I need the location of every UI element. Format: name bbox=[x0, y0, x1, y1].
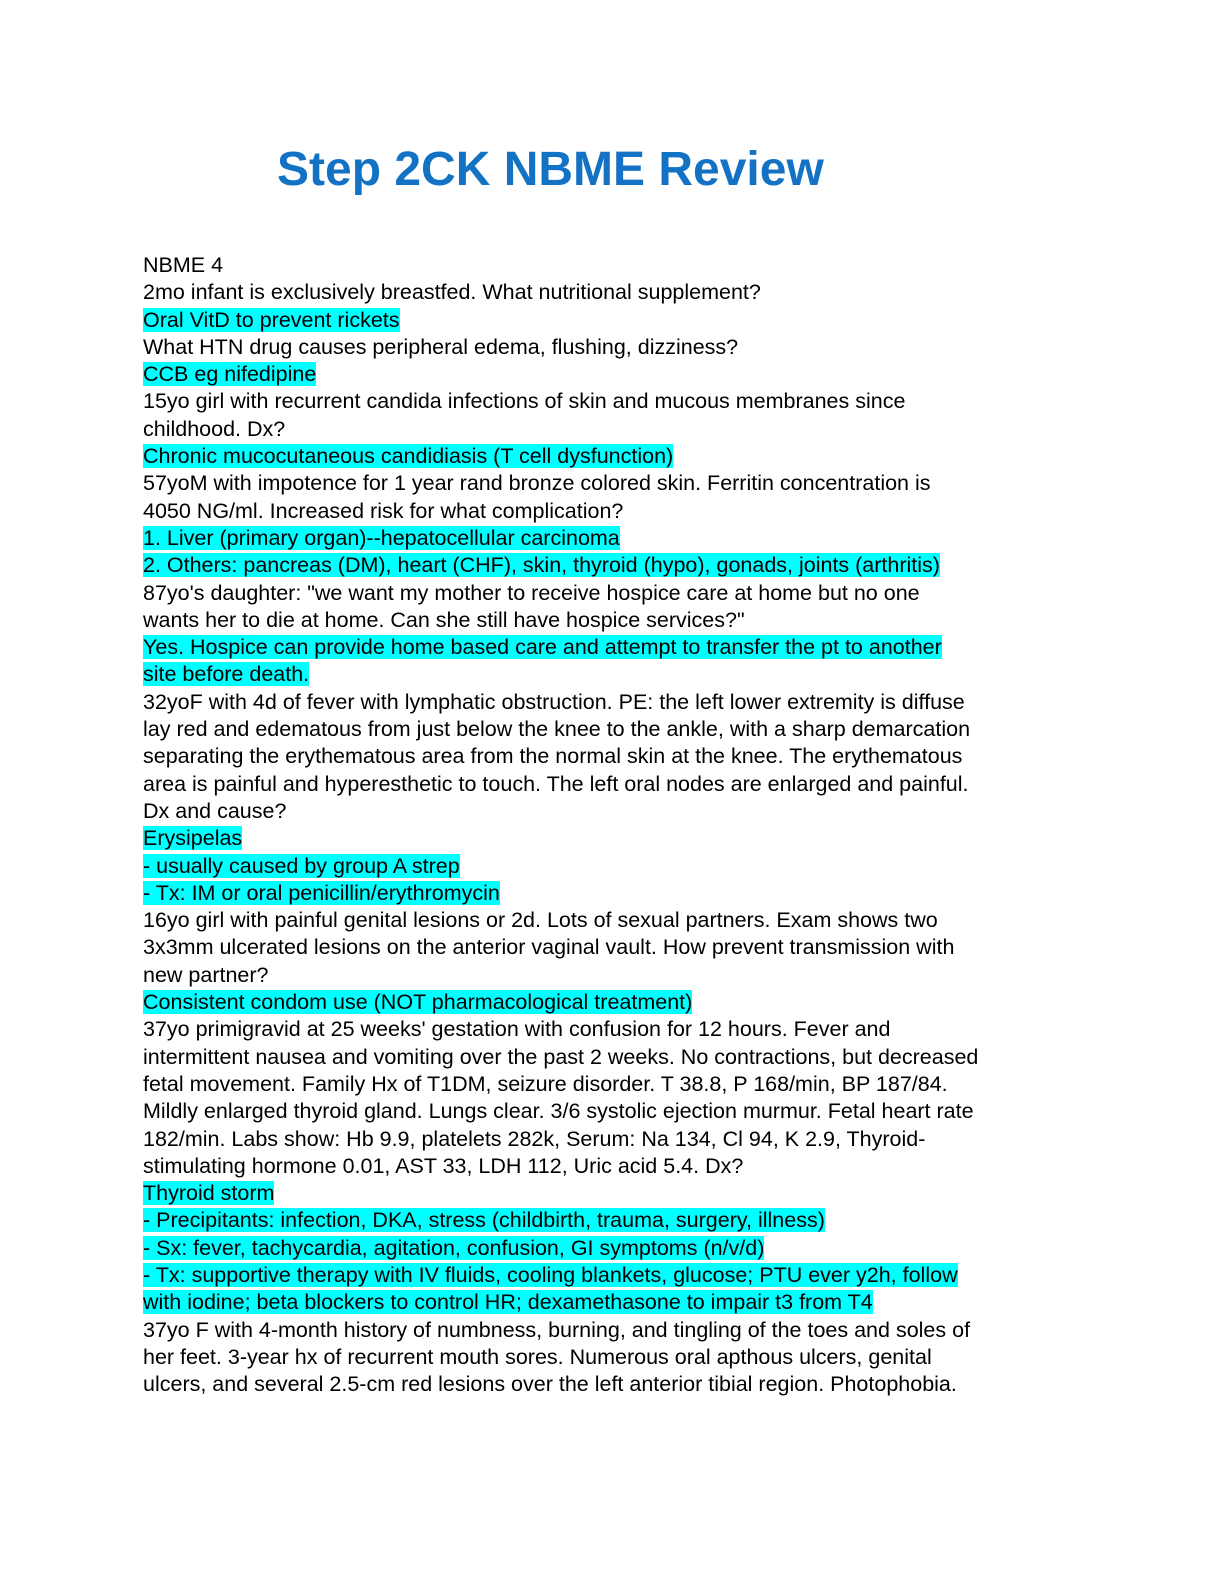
question-line bbox=[143, 498, 1073, 525]
document-body bbox=[143, 252, 1073, 1398]
highlighted-text: site before death. bbox=[143, 662, 310, 687]
question-line bbox=[143, 689, 1073, 716]
plain-text: intermittent nausea and vomiting over the past 2 weeks. No contractions, but decreased bbox=[143, 1044, 979, 1069]
plain-text: 3x3mm ulcerated lesions on the anterior vaginal vault. How prevent transmission with bbox=[143, 935, 955, 960]
plain-text: Dx and cause? bbox=[143, 798, 287, 823]
answer-line bbox=[143, 634, 1073, 661]
answer-line bbox=[143, 307, 1073, 334]
question-line bbox=[143, 1371, 1073, 1398]
question-line bbox=[143, 1153, 1073, 1180]
question-line bbox=[143, 771, 1073, 798]
highlighted-text: - Sx: fever, tachycardia, agitation, confusion, GI symptoms (n/v/d) bbox=[143, 1235, 765, 1260]
answer-line bbox=[143, 1207, 1073, 1234]
highlighted-text: Chronic mucocutaneous candidiasis (T cell dysfunction) bbox=[143, 444, 674, 469]
plain-text: Mildly enlarged thyroid gland. Lungs clear. 3/6 systolic ejection murmur. Fetal heart rate bbox=[143, 1099, 974, 1124]
highlighted-text: with iodine; beta blockers to control HR; dexamethasone to impair t3 from T4 bbox=[143, 1290, 873, 1315]
question-line bbox=[143, 470, 1073, 497]
answer-line bbox=[143, 1289, 1073, 1316]
question-line bbox=[143, 716, 1073, 743]
question-line bbox=[143, 580, 1073, 607]
question-line bbox=[143, 1126, 1073, 1153]
question-line bbox=[143, 962, 1073, 989]
plain-text: 32yoF with 4d of fever with lymphatic obstruction. PE: the left lower extremity is diffuse bbox=[143, 689, 965, 714]
plain-text: 57yoM with impotence for 1 year rand bronze colored skin. Ferritin concentration is bbox=[143, 471, 931, 496]
answer-line bbox=[143, 825, 1073, 852]
question-line bbox=[143, 907, 1073, 934]
question-line bbox=[143, 1098, 1073, 1125]
question-line bbox=[143, 798, 1073, 825]
plain-text: 2mo infant is exclusively breastfed. What nutritional supplement? bbox=[143, 280, 761, 305]
plain-text: fetal movement. Family Hx of T1DM, seizure disorder. T 38.8, P 168/min, BP 187/84. bbox=[143, 1071, 948, 1096]
plain-text: 37yo primigravid at 25 weeks' gestation with confusion for 12 hours. Fever and bbox=[143, 1017, 891, 1042]
plain-text: childhood. Dx? bbox=[143, 416, 286, 441]
highlighted-text: Oral VitD to prevent rickets bbox=[143, 307, 400, 332]
question-line bbox=[143, 934, 1073, 961]
answer-line bbox=[143, 880, 1073, 907]
answer-line bbox=[143, 525, 1073, 552]
highlighted-text: 2. Others: pancreas (DM), heart (CHF), skin, thyroid (hypo), gonads, joints (arthritis) bbox=[143, 553, 940, 578]
answer-line bbox=[143, 853, 1073, 880]
answer-line bbox=[143, 661, 1073, 688]
highlighted-text: CCB eg nifedipine bbox=[143, 362, 317, 387]
question-line bbox=[143, 1044, 1073, 1071]
plain-text: area is painful and hyperesthetic to touch. The left oral nodes are enlarged and painful. bbox=[143, 771, 969, 796]
highlighted-text: Yes. Hospice can provide home based care and attempt to transfer the pt to another bbox=[143, 635, 942, 660]
highlighted-text: Thyroid storm bbox=[143, 1181, 275, 1206]
answer-line bbox=[143, 443, 1073, 470]
answer-line bbox=[143, 989, 1073, 1016]
plain-text: 16yo girl with painful genital lesions or 2d. Lots of sexual partners. Exam shows two bbox=[143, 908, 938, 933]
plain-text: 182/min. Labs show: Hb 9.9, platelets 282k, Serum: Na 134, Cl 94, K 2.9, Thyroid- bbox=[143, 1126, 926, 1151]
plain-text: her feet. 3-year hx of recurrent mouth sores. Numerous oral apthous ulcers, genital bbox=[143, 1344, 932, 1369]
plain-text: wants her to die at home. Can she still have hospice services?" bbox=[143, 607, 745, 632]
answer-line bbox=[143, 552, 1073, 579]
plain-text: lay red and edematous from just below the knee to the ankle, with a sharp demarcation bbox=[143, 717, 971, 742]
question-line bbox=[143, 1071, 1073, 1098]
document-title: Step 2CK NBME Review bbox=[277, 143, 824, 196]
notes-list bbox=[143, 279, 1073, 1398]
plain-text: 4050 NG/ml. Increased risk for what complication? bbox=[143, 498, 624, 523]
highlighted-text: Consistent condom use (NOT pharmacological treatment) bbox=[143, 990, 693, 1015]
plain-text: stimulating hormone 0.01, AST 33, LDH 112, Uric acid 5.4. Dx? bbox=[143, 1153, 744, 1178]
question-line bbox=[143, 743, 1073, 770]
question-line bbox=[143, 334, 1073, 361]
plain-text: 15yo girl with recurrent candida infections of skin and mucous membranes since bbox=[143, 389, 906, 414]
plain-text: new partner? bbox=[143, 962, 269, 987]
plain-text: ulcers, and several 2.5-cm red lesions over the left anterior tibial region. Photophobia. bbox=[143, 1372, 957, 1397]
highlighted-text: Erysipelas bbox=[143, 826, 243, 851]
plain-text: What HTN drug causes peripheral edema, flushing, dizziness? bbox=[143, 334, 739, 359]
plain-text: 87yo's daughter: "we want my mother to receive hospice care at home but no one bbox=[143, 580, 920, 605]
answer-line bbox=[143, 1180, 1073, 1207]
highlighted-text: - Tx: IM or oral penicillin/erythromycin bbox=[143, 880, 500, 905]
answer-line bbox=[143, 361, 1073, 388]
question-line bbox=[143, 1317, 1073, 1344]
question-line bbox=[143, 1344, 1073, 1371]
question-line bbox=[143, 279, 1073, 306]
plain-text: separating the erythematous area from the normal skin at the knee. The erythematous bbox=[143, 744, 963, 769]
plain-text: 37yo F with 4-month history of numbness, burning, and tingling of the toes and soles of bbox=[143, 1317, 971, 1342]
question-line bbox=[143, 1016, 1073, 1043]
highlighted-text: - Tx: supportive therapy with IV fluids, cooling blankets, glucose; PTU ever y2h, follow bbox=[143, 1262, 958, 1287]
answer-line bbox=[143, 1235, 1073, 1262]
question-line bbox=[143, 388, 1073, 415]
highlighted-text: - usually caused by group A strep bbox=[143, 853, 460, 878]
highlighted-text: 1. Liver (primary organ)--hepatocellular carcinoma bbox=[143, 525, 620, 550]
question-line bbox=[143, 607, 1073, 634]
answer-line bbox=[143, 1262, 1073, 1289]
highlighted-text: - Precipitants: infection, DKA, stress (childbirth, trauma, surgery, illness) bbox=[143, 1208, 825, 1233]
section-label: NBME 4 bbox=[143, 253, 224, 277]
question-line bbox=[143, 416, 1073, 443]
